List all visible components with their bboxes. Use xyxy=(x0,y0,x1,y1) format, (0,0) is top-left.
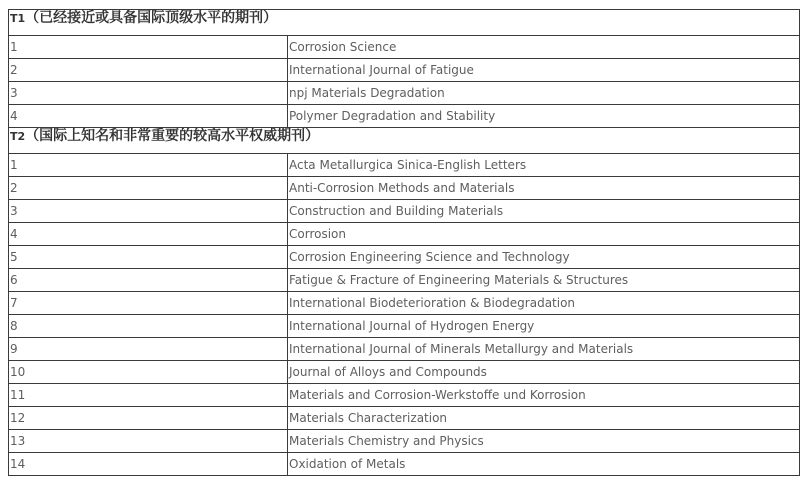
journal-name: Corrosion xyxy=(288,223,800,246)
row-number: 13 xyxy=(9,430,288,453)
journal-name: Corrosion Engineering Science and Technology xyxy=(288,246,800,269)
row-number: 1 xyxy=(9,36,288,59)
group-header-t1 xyxy=(9,10,800,36)
row-number: 8 xyxy=(9,315,288,338)
tier-description: （已经接近或具备国际顶级水平的期刊） xyxy=(25,10,278,26)
table-row xyxy=(9,105,800,128)
row-number: 2 xyxy=(9,59,288,82)
row-number: 3 xyxy=(9,200,288,223)
tier-label: T2 xyxy=(10,130,26,143)
journal-name: Fatigue & Fracture of Engineering Materials & Structures xyxy=(288,269,800,292)
row-number: 4 xyxy=(9,223,288,246)
table-row xyxy=(9,315,800,338)
journal-name: Acta Metallurgica Sinica-English Letters xyxy=(288,154,800,177)
tier-label: T1 xyxy=(10,12,26,25)
journal-name: Polymer Degradation and Stability xyxy=(288,105,800,128)
table-row xyxy=(9,177,800,200)
journal-name: International Journal of Minerals Metallurgy and Materials xyxy=(288,338,800,361)
journal-name: Construction and Building Materials xyxy=(288,200,800,223)
journal-name: npj Materials Degradation xyxy=(288,82,800,105)
journal-name: Anti-Corrosion Methods and Materials xyxy=(288,177,800,200)
table-row xyxy=(9,200,800,223)
tier-description: （国际上知名和非常重要的较高水平权威期刊） xyxy=(25,128,320,144)
row-number: 14 xyxy=(9,453,288,476)
row-number: 3 xyxy=(9,82,288,105)
table-row xyxy=(9,246,800,269)
table-row xyxy=(9,59,800,82)
group-header-cell xyxy=(9,128,800,154)
row-number: 9 xyxy=(9,338,288,361)
group-header-t2 xyxy=(9,128,800,154)
journal-name: International Biodeterioration & Biodegradation xyxy=(288,292,800,315)
row-number: 7 xyxy=(9,292,288,315)
table-row xyxy=(9,407,800,430)
table-row xyxy=(9,384,800,407)
table-row xyxy=(9,453,800,476)
table-row xyxy=(9,223,800,246)
group-header-cell xyxy=(9,10,800,36)
row-number: 10 xyxy=(9,361,288,384)
journal-name: International Journal of Fatigue xyxy=(288,59,800,82)
journal-name: Materials and Corrosion-Werkstoffe und Korrosion xyxy=(288,384,800,407)
table-row xyxy=(9,269,800,292)
row-number: 12 xyxy=(9,407,288,430)
row-number: 2 xyxy=(9,177,288,200)
table-row xyxy=(9,36,800,59)
table-row xyxy=(9,154,800,177)
row-number: 1 xyxy=(9,154,288,177)
table-row xyxy=(9,361,800,384)
journal-name: Journal of Alloys and Compounds xyxy=(288,361,800,384)
row-number: 5 xyxy=(9,246,288,269)
journal-name: Corrosion Science xyxy=(288,36,800,59)
table-row xyxy=(9,292,800,315)
journal-name: International Journal of Hydrogen Energy xyxy=(288,315,800,338)
table-row xyxy=(9,82,800,105)
row-number: 6 xyxy=(9,269,288,292)
table-row xyxy=(9,338,800,361)
journal-name: Materials Chemistry and Physics xyxy=(288,430,800,453)
row-number: 4 xyxy=(9,105,288,128)
table-row xyxy=(9,430,800,453)
journal-name: Materials Characterization xyxy=(288,407,800,430)
journal-table xyxy=(8,9,800,476)
row-number: 11 xyxy=(9,384,288,407)
journal-name: Oxidation of Metals xyxy=(288,453,800,476)
